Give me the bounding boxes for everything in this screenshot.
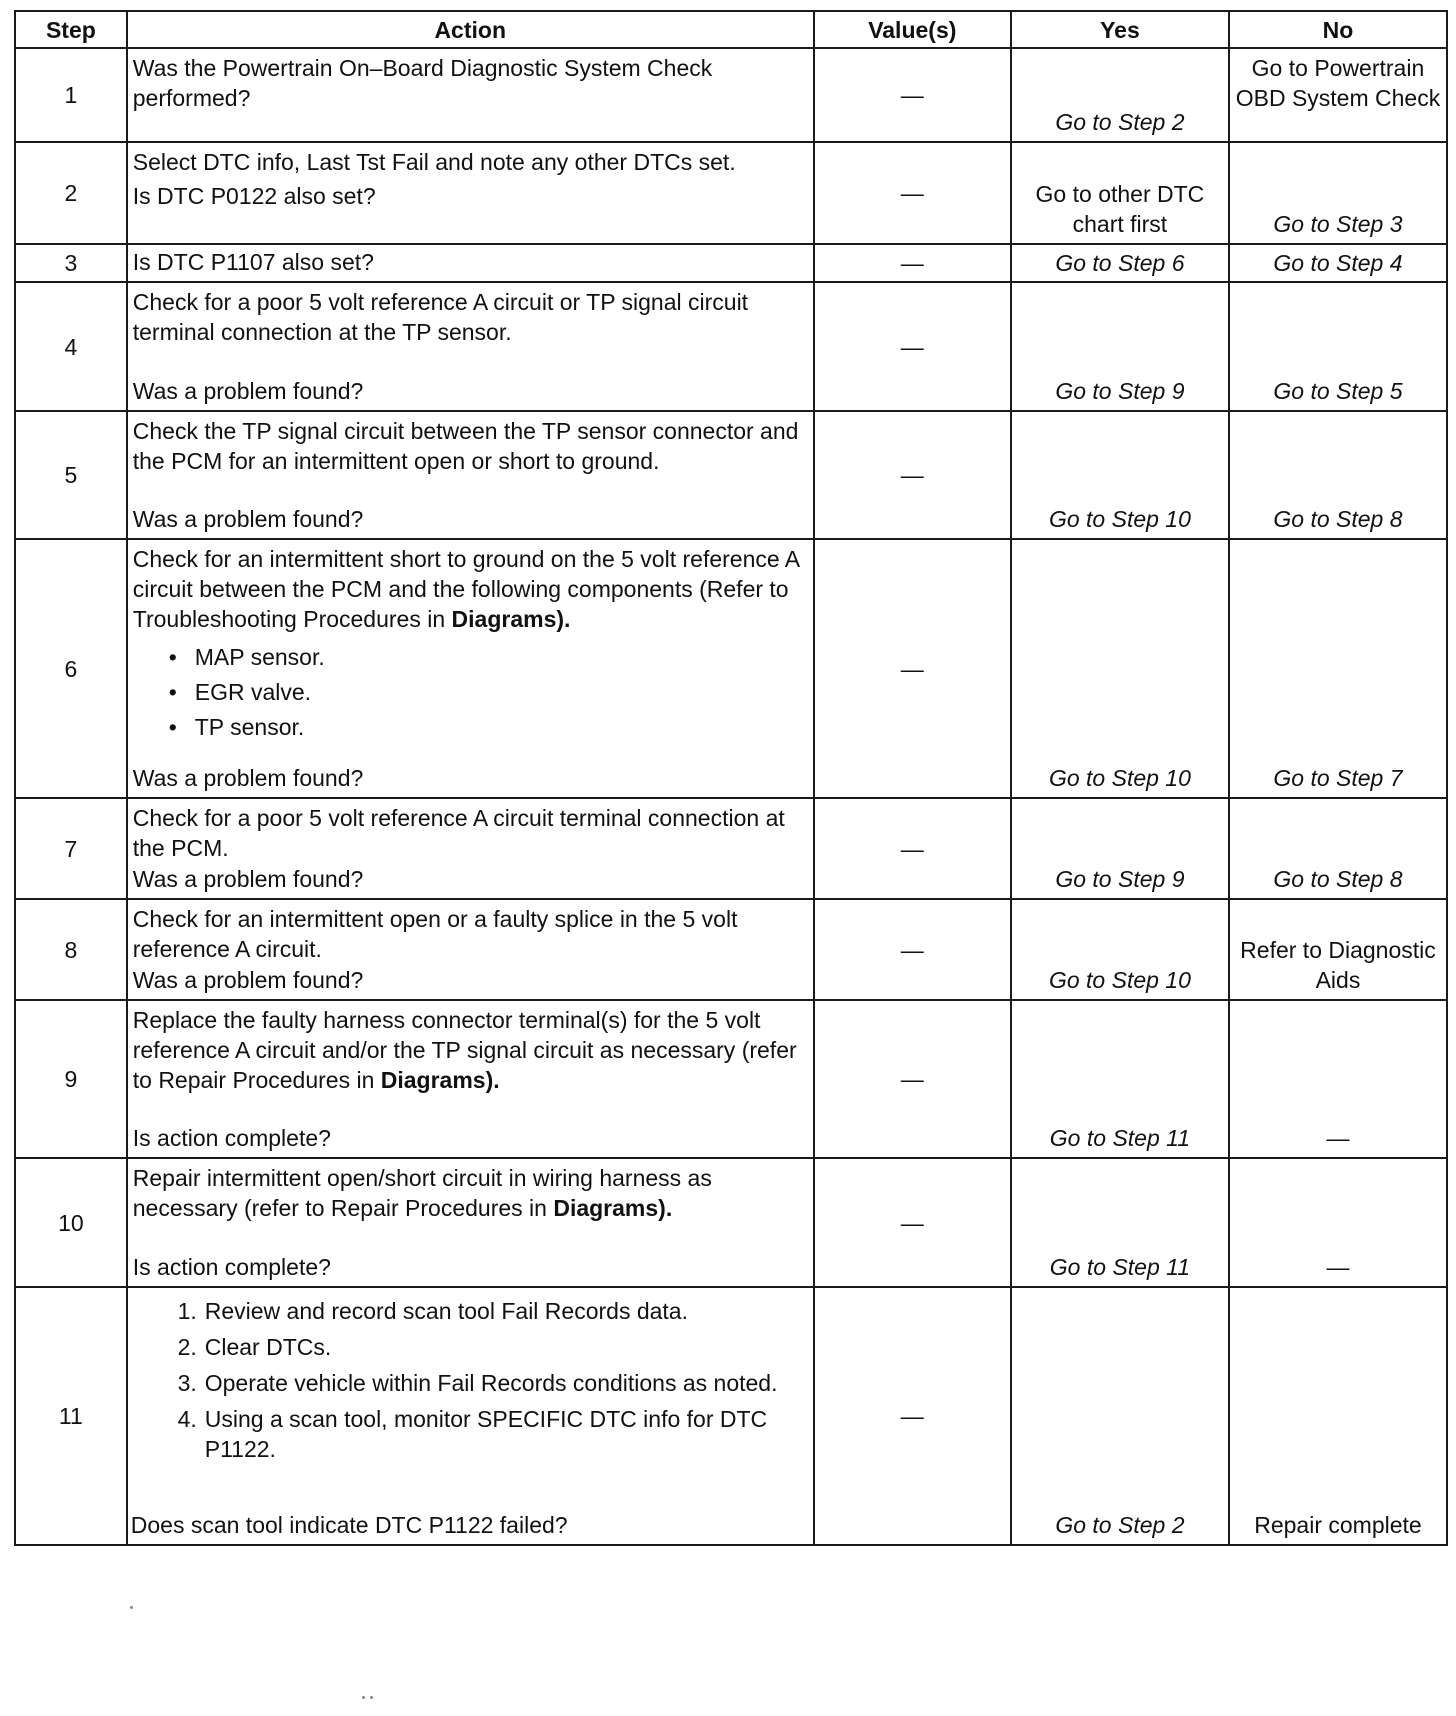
yes-text: Go to Step 11	[1049, 1125, 1191, 1151]
yes-text: Go to Step 10	[1048, 765, 1191, 791]
yes-cell	[1011, 1158, 1229, 1287]
value-cell: —	[814, 798, 1011, 899]
action-text-main: Repair intermittent open/short circuit in wiring harness as necessary	[132, 1165, 712, 1221]
no-cell	[1229, 142, 1447, 244]
action-text-main: Check for an intermittent short to ground on the 5 volt reference A circuit between the PCM and the following components (Refer to Troubleshooting Procedures in	[132, 546, 799, 632]
yes-cell	[1011, 282, 1229, 411]
diagnostic-table	[14, 10, 1448, 1546]
bullet-list	[133, 642, 807, 742]
action-question: Was a problem found?	[132, 765, 364, 791]
action-text: Check for a poor 5 volt reference A circuit or TP signal circuit terminal connection at the TP sensor.	[132, 289, 749, 345]
action-text-bold: Diagrams).	[451, 606, 571, 632]
table-row	[15, 142, 1447, 244]
list-item: 4. Using a scan tool, monitor SPECIFIC DTC info for DTC P1122.	[163, 1404, 807, 1464]
yes-cell	[1011, 142, 1229, 244]
action-question: Is action complete?	[132, 1254, 331, 1280]
action-text	[133, 544, 807, 634]
value-cell: —	[814, 899, 1011, 1000]
table-row	[15, 899, 1447, 1000]
yes-cell	[1011, 539, 1229, 798]
no-text: Repair complete	[1254, 1512, 1422, 1538]
table-row	[15, 411, 1447, 539]
action-question: Was a problem found?	[132, 967, 364, 993]
step-number: 2	[15, 142, 127, 244]
value-cell: —	[814, 1158, 1011, 1287]
action-question: Is DTC P0122 also set?	[132, 183, 376, 209]
value-cell: —	[814, 1287, 1011, 1545]
action-question: Was a problem found?	[132, 866, 364, 892]
list-item: 2. Clear DTCs.	[177, 1334, 332, 1360]
action-cell	[127, 48, 814, 142]
action-text-bold: Diagrams).	[553, 1195, 673, 1221]
action-text: Check the TP signal circuit between the TP sensor connector and the PCM for an intermittent open or short to ground.	[132, 418, 799, 474]
action-text: Select DTC info, Last Tst Fail and note any other DTCs set.	[132, 149, 736, 175]
value-cell: —	[814, 539, 1011, 798]
step-number: 11	[15, 1287, 127, 1545]
no-cell	[1229, 411, 1447, 539]
bullet-text: TP sensor.	[194, 714, 305, 740]
no-cell	[1229, 798, 1447, 899]
yes-cell	[1011, 411, 1229, 539]
yes-text: Go to Step 2	[1055, 1512, 1185, 1538]
no-text: Go to Step 3	[1273, 211, 1403, 237]
action-cell	[127, 1287, 814, 1545]
action-text: Is DTC P1107 also set?	[132, 249, 374, 275]
action-cell	[127, 899, 814, 1000]
header-step: Step	[15, 11, 127, 48]
value-cell: —	[814, 142, 1011, 244]
no-text: Refer to Diagnostic Aids	[1240, 937, 1436, 993]
no-cell	[1229, 1287, 1447, 1545]
numbered-text: Clear DTCs.	[204, 1334, 332, 1360]
yes-text: Go to Step 10	[1048, 506, 1191, 532]
scan-speck	[370, 1696, 373, 1699]
action-text-bold: Diagrams).	[380, 1067, 500, 1093]
action-text	[133, 1005, 807, 1095]
no-text: Go to Step 8	[1273, 506, 1403, 532]
action-cell	[127, 282, 814, 411]
table-row	[15, 1158, 1447, 1287]
action-cell	[127, 411, 814, 539]
action-cell	[127, 1158, 814, 1287]
list-item: • MAP sensor.	[168, 644, 325, 670]
list-item: • TP sensor.	[168, 714, 305, 740]
list-item: • EGR valve.	[168, 679, 312, 705]
action-cell	[127, 244, 814, 282]
table-row	[15, 539, 1447, 798]
header-action: Action	[127, 11, 814, 48]
table-row	[15, 282, 1447, 411]
header-yes: Yes	[1011, 11, 1229, 48]
action-text-mid: (refer to Repair Procedures in	[243, 1195, 547, 1221]
yes-cell	[1011, 244, 1229, 282]
numbered-list	[133, 1296, 807, 1464]
no-text: Go to Powertrain OBD System Check	[1235, 55, 1441, 111]
yes-text: Go to other DTC chart first	[1035, 181, 1205, 237]
no-cell	[1229, 244, 1447, 282]
value-cell: —	[814, 48, 1011, 142]
list-item: 1. Review and record scan tool Fail Records data.	[177, 1298, 688, 1324]
step-number: 5	[15, 411, 127, 539]
action-question: Is action complete?	[132, 1125, 331, 1151]
table-row	[15, 798, 1447, 899]
step-number: 7	[15, 798, 127, 899]
yes-cell	[1011, 798, 1229, 899]
yes-cell	[1011, 1000, 1229, 1158]
no-cell	[1229, 48, 1447, 142]
action-text: Check for an intermittent open or a faulty splice in the 5 volt reference A circuit.	[132, 906, 738, 962]
no-cell	[1229, 899, 1447, 1000]
yes-cell	[1011, 1287, 1229, 1545]
no-cell	[1229, 282, 1447, 411]
yes-text: Go to Step 2	[1055, 109, 1185, 135]
no-text: —	[1326, 1254, 1350, 1280]
action-cell	[127, 798, 814, 899]
action-text-main: Replace the faulty harness connector terminal(s) for the 5 volt reference A circuit and/or the TP signal circuit as necessary (refer to Repair Procedures in	[132, 1007, 797, 1093]
numbered-text: Operate vehicle within Fail Records conditions as noted.	[204, 1370, 778, 1396]
table-row	[15, 1287, 1447, 1545]
step-number: 9	[15, 1000, 127, 1158]
no-text: —	[1326, 1125, 1350, 1151]
scan-speck	[130, 1606, 133, 1609]
list-item: 3. Operate vehicle within Fail Records conditions as noted.	[177, 1370, 778, 1396]
bullet-text: EGR valve.	[194, 679, 312, 705]
action-cell	[127, 142, 814, 244]
action-cell	[127, 1000, 814, 1158]
no-text: Go to Step 4	[1273, 250, 1403, 276]
table-row	[15, 244, 1447, 282]
step-number: 1	[15, 48, 127, 142]
no-cell	[1229, 539, 1447, 798]
yes-text: Go to Step 9	[1055, 866, 1185, 892]
value-cell: —	[814, 282, 1011, 411]
yes-cell	[1011, 899, 1229, 1000]
numbered-text: Review and record scan tool Fail Records data.	[204, 1298, 688, 1324]
value-cell: —	[814, 244, 1011, 282]
yes-text: Go to Step 6	[1055, 250, 1185, 276]
step-number: 3	[15, 244, 127, 282]
yes-text: Go to Step 9	[1055, 378, 1185, 404]
no-cell	[1229, 1000, 1447, 1158]
action-text: Check for a poor 5 volt reference A circuit terminal connection at the PCM.	[132, 805, 785, 861]
value-cell: —	[814, 411, 1011, 539]
step-number: 4	[15, 282, 127, 411]
bullet-text: MAP sensor.	[194, 644, 325, 670]
yes-text: Go to Step 10	[1048, 967, 1191, 993]
no-text: Go to Step 7	[1273, 765, 1403, 791]
step-number: 6	[15, 539, 127, 798]
header-row	[15, 11, 1447, 48]
value-cell: —	[814, 1000, 1011, 1158]
action-question: Was a problem found?	[132, 506, 364, 532]
action-text: Was the Powertrain On–Board Diagnostic System Check performed?	[132, 55, 713, 111]
no-cell	[1229, 1158, 1447, 1287]
yes-text: Go to Step 11	[1049, 1254, 1191, 1280]
action-text	[133, 1163, 807, 1223]
no-text: Go to Step 8	[1273, 866, 1403, 892]
action-question: Does scan tool indicate DTC P1122 failed?	[130, 1512, 568, 1538]
header-values: Value(s)	[814, 11, 1011, 48]
scan-speck	[362, 1696, 365, 1699]
action-cell	[127, 539, 814, 798]
no-text: Go to Step 5	[1273, 378, 1403, 404]
step-number: 8	[15, 899, 127, 1000]
yes-cell	[1011, 48, 1229, 142]
table-row	[15, 48, 1447, 142]
header-no: No	[1229, 11, 1447, 48]
table-row	[15, 1000, 1447, 1158]
action-question: Was a problem found?	[132, 378, 364, 404]
step-number: 10	[15, 1158, 127, 1287]
numbered-text: Using a scan tool, monitor SPECIFIC DTC info for DTC P1122.	[204, 1406, 768, 1462]
